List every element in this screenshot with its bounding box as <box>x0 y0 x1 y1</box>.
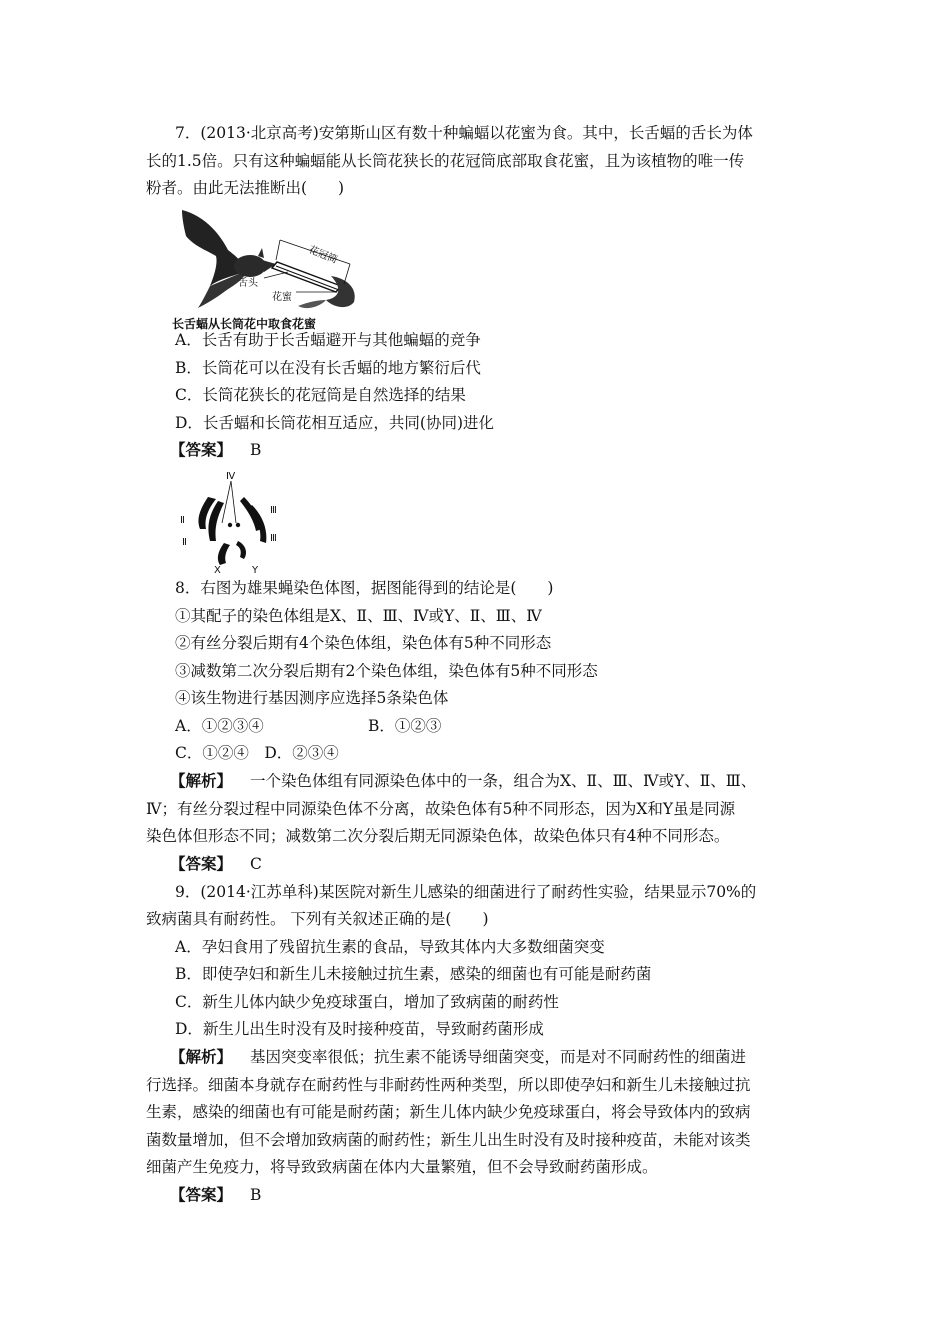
label-ii-b: Ⅱ <box>182 537 187 548</box>
answer-value: B <box>250 441 262 459</box>
q8-statement-3: ③减数第二次分裂后期有2个染色体组，染色体有5种不同形态 <box>175 662 598 680</box>
q9-analysis-line-3: 生素，感染的细菌也有可能是耐药菌；新生儿体内缺少免疫球蛋白，将会导致体内的致病 <box>146 1103 751 1121</box>
q9-option-b: B．即使孕妇和新生儿未接触过抗生素，感染的细菌也有可能是耐药菌 <box>175 965 652 983</box>
q7-answer <box>170 440 261 460</box>
label-x: X <box>214 565 221 576</box>
flower-tube <box>272 262 341 292</box>
tongue-leader <box>264 272 288 278</box>
q9-stem-line-1: 9．(2014·江苏单科)某医院对新生儿感染的细菌进行了耐药性实验，结果显示70%的 <box>175 883 757 901</box>
answer-label: 【答案】 <box>170 854 233 873</box>
q7-option-a: A．长舌有助于长舌蝠避开与其他蝙蝠的竞争 <box>175 331 481 349</box>
answer-value: B <box>250 1186 262 1204</box>
q8-option-a: A．①②③④ <box>175 717 264 735</box>
q8-option-b: B．①②③ <box>368 717 442 735</box>
answer-label: 【答案】 <box>170 1185 233 1204</box>
label-iii-a: Ⅲ <box>270 505 277 516</box>
q9-analysis-line-2: 行选择。细菌本身就存在耐药性与非耐药性两种类型，所以即使孕妇和新生儿未接触过抗 <box>146 1076 751 1094</box>
chromosome-ii-b <box>208 501 224 541</box>
q8-analysis-line-1 <box>170 771 756 791</box>
q9-analysis-line-4: 菌数量增加，但不会增加致病菌的耐药性；新生儿出生时没有及时接种疫苗，未能对该类 <box>146 1131 751 1149</box>
bat-flower-figure <box>176 206 366 314</box>
q8-answer <box>170 854 262 874</box>
q8-option-cd: C．①②④ D．②③④ <box>175 744 339 762</box>
flower-petal <box>298 300 326 308</box>
bat-body <box>234 255 266 277</box>
q8-analysis-line-3: 染色体但形态不同；减数第二次分裂后期无同源染色体，故染色体只有4种不同形态。 <box>146 827 730 845</box>
q8-statement-2: ②有丝分裂后期有4个染色体组，染色体有5种不同形态 <box>175 634 552 652</box>
chromosome-figure <box>178 467 286 577</box>
q9-analysis-line-1 <box>170 1047 746 1067</box>
chromosome-iv-b <box>236 523 240 527</box>
chromosome-iv-a <box>228 523 232 527</box>
label-y: Y <box>252 565 259 576</box>
label-flower-tube: 花冠筒 <box>306 244 339 267</box>
label-iii-b: Ⅲ <box>270 533 277 544</box>
q8-stem: 8．右图为雄果蝇染色体图，据图能得到的结论是( ) <box>175 579 554 597</box>
analysis-label: 【解析】 <box>170 1047 233 1066</box>
q7-option-b: B．长筒花可以在没有长舌蝠的地方繁衍后代 <box>175 359 481 377</box>
q7-stem-line-3: 粉者。由此无法推断出( ) <box>146 179 345 197</box>
bat-tongue <box>276 266 339 290</box>
chromosome-y <box>236 541 246 559</box>
q7-option-d: D．长舌蝠和长筒花相互适应，共同(协同)进化 <box>175 414 495 432</box>
q8-statement-1: ①其配子的染色体组是X、Ⅱ、Ⅲ、Ⅳ或Y、Ⅱ、Ⅲ、Ⅳ <box>175 607 542 625</box>
q9-answer <box>170 1185 261 1205</box>
label-ii-a: Ⅱ <box>180 515 185 526</box>
q7-stem-line-1: 7．(2013·北京高考)安第斯山区有数十种蝙蝠以花蜜为食。其中，长舌蝠的舌长为体 <box>175 124 753 142</box>
q8-statement-4: ④该生物进行基因测序应选择5条染色体 <box>175 689 449 707</box>
label-nectar: 花蜜 <box>272 292 292 303</box>
label-iv: Ⅳ <box>226 471 236 482</box>
flower-bell <box>326 276 355 307</box>
q9-option-a: A．孕妇食用了残留抗生素的食品，导致其体内大多数细菌突变 <box>175 938 605 956</box>
answer-label: 【答案】 <box>170 440 233 459</box>
answer-value: C <box>250 855 262 873</box>
analysis-text: 一个染色体组有同源染色体中的一条，组合为X、Ⅱ、Ⅲ、Ⅳ或Y、Ⅱ、Ⅲ、 <box>250 772 757 790</box>
q8-analysis-line-2: Ⅳ；有丝分裂过程中同源染色体不分离，故染色体有5种不同形态，因为X和Y虽是同源 <box>146 800 736 818</box>
chromosome-x <box>218 543 230 565</box>
q9-option-c: C．新生儿体内缺少免疫球蛋白，增加了致病菌的耐药性 <box>175 993 559 1011</box>
analysis-label: 【解析】 <box>170 771 233 790</box>
q9-stem-line-2: 致病菌具有耐药性。 下列有关叙述正确的是( ) <box>146 910 489 928</box>
analysis-text: 基因突变率很低；抗生素不能诱导细菌突变，而是对不同耐药性的细菌进 <box>250 1048 747 1066</box>
label-tongue: 舌头 <box>238 278 258 289</box>
q7-stem-line-2: 长的1.5倍。只有这种蝙蝠能从长筒花狭长的花冠筒底部取食花蜜，且为该植物的唯一传 <box>146 152 745 170</box>
q9-option-d: D．新生儿出生时没有及时接种疫苗，导致耐药菌形成 <box>175 1020 544 1038</box>
q7-option-c: C．长筒花狭长的花冠筒是自然选择的结果 <box>175 386 466 404</box>
bat-ear <box>258 248 264 258</box>
figure-caption: 长舌蝠从长筒花中取食花蜜 <box>172 317 317 331</box>
q9-analysis-line-5: 细菌产生免疫力，将导致致病菌在体内大量繁殖，但不会导致耐药菌形成。 <box>146 1158 658 1176</box>
